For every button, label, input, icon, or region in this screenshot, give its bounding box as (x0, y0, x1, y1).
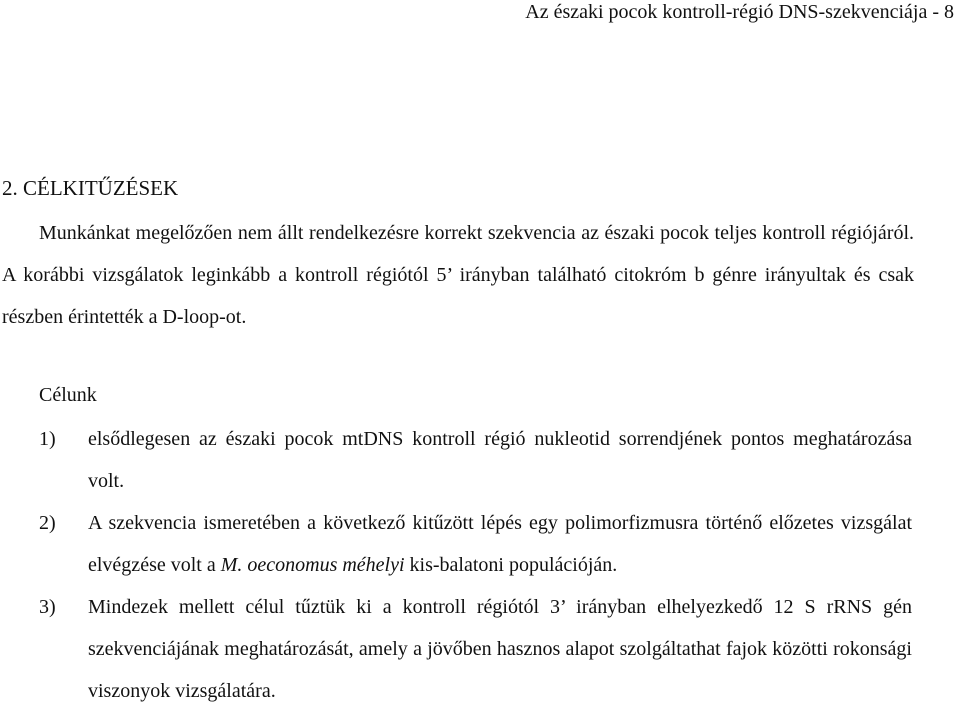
goal-item-1 (39, 418, 912, 502)
goal-number: 1) (39, 428, 56, 450)
goal-item-3 (39, 586, 912, 712)
goal-number: 2) (39, 512, 56, 534)
goal-text: elsődlegesen az északi pocok mtDNS kontroll régió nukleotid sorrendjének pontos meghatározása volt. (88, 428, 912, 492)
goal-item-2 (39, 502, 912, 586)
goal-text: Mindezek mellett célul tűztük ki a kontroll régiótól 3’ irányban elhelyezkedő 12 S rRNS gén szekvenciájának meghatározását, amely a jövőben hasznos alapot szolgáltathat fajok közötti rokonsági viszonyok vizsgálatára. (88, 596, 912, 702)
goal-text (88, 502, 912, 586)
running-header: Az északi pocok kontroll-régió DNS-szekvenciája - 8 (525, 1, 954, 23)
goals-list (39, 418, 912, 712)
goals-label: Célunk (39, 384, 97, 406)
intro-paragraph: Munkánkat megelőzően nem állt rendelkezésre korrekt szekvencia az északi pocok teljes kontroll régiójáról. A korábbi vizsgálatok leginkább a kontroll régiótól 5’ irányban található citokróm b génre irányultak és csak részben érintették a D-loop-ot. (2, 222, 914, 328)
section-title: 2. CÉLKITŰZÉSEK (2, 176, 179, 200)
goal-text-after: kis-balatoni populációján. (404, 554, 618, 576)
goal-number: 3) (39, 596, 56, 618)
species-name-italic: M. oeconomus méhelyi (220, 554, 405, 576)
goal-text-before: A szekvencia ismeretében a következő kitűzött lépés egy polimorfizmusra történő előzetes vizsgálat elvégzése volt a (88, 512, 912, 576)
